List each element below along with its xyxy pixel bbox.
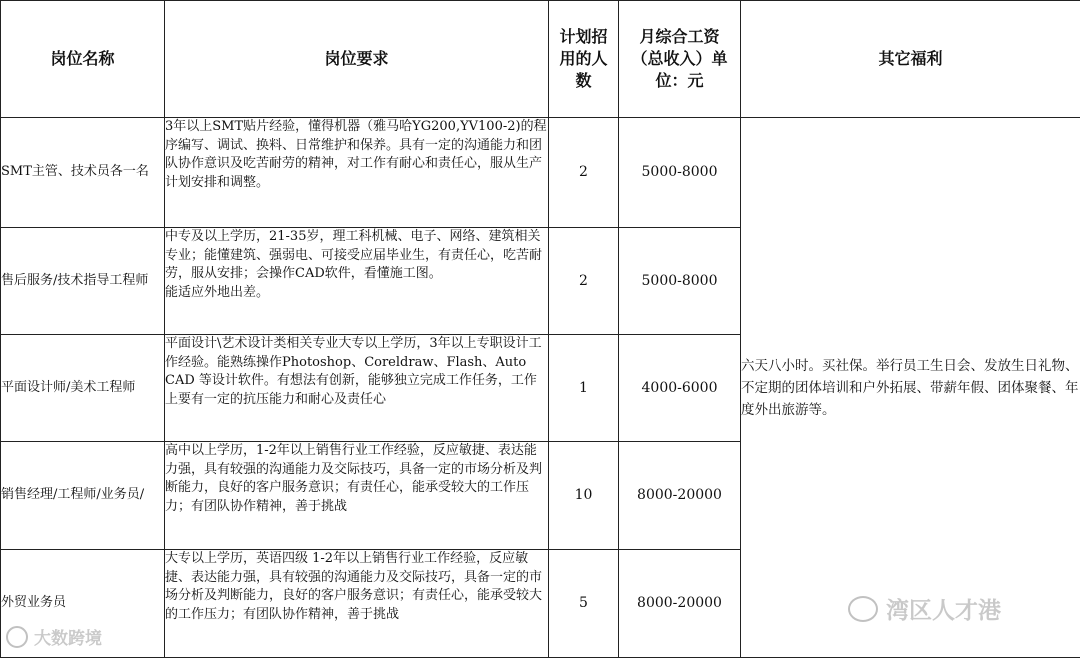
salary: 4000-6000: [619, 335, 741, 442]
position-requirements: 平面设计\艺术设计类相关专业大专以上学历，3年以上专职设计工作经验。能熟练操作Photoshop、Coreldraw、Flash、Auto CAD 等设计软件。有想法有创新，能够独立完成工作任务，工作上要有一定的抗压能力和耐心及责任心: [165, 335, 549, 442]
position-requirements: 高中以上学历，1-2年以上销售行业工作经验，反应敏捷、表达能力强，具有较强的沟通能力及交际技巧，具备一定的市场分析及判断能力，良好的客户服务意识；有责任心，能承受较大的工作压力；有团队协作精神，善于挑战: [165, 442, 549, 550]
salary: 8000-20000: [619, 442, 741, 550]
headcount: 2: [549, 228, 619, 335]
position-requirements: 3年以上SMT贴片经验，懂得机器（雅马哈YG200,YV100-2)的程序编写、调试、换料、日常维护和保养。具有一定的沟通能力和团队协作意识及吃苦耐劳的精神，对工作有耐心和责任心，服从生产计划安排和调整。: [165, 118, 549, 228]
salary: 5000-8000: [619, 228, 741, 335]
headcount: 1: [549, 335, 619, 442]
salary: 5000-8000: [619, 118, 741, 228]
header-position: 岗位名称: [1, 1, 165, 118]
header-row: [1, 1, 1080, 118]
position-title: 外贸业务员: [1, 550, 165, 658]
headcount: 2: [549, 118, 619, 228]
header-benefits: 其它福利: [741, 1, 1080, 118]
watermark-left: 大数跨境: [6, 624, 102, 649]
position-title: 平面设计师/美术工程师: [1, 335, 165, 442]
position-requirements: 中专及以上学历，21-35岁，理工科机械、电子、网络、建筑相关专业；能懂建筑、强弱电、可接受应届毕业生，有责任心，吃苦耐劳，服从安排；会操作CAD软件，看懂施工图。: [165, 229, 543, 281]
position-requirements: 大专以上学历，英语四级 1-2年以上销售行业工作经验，反应敏捷、表达能力强，具有较强的沟通能力及交际技巧，具备一定的市场分析及判断能力，良好的客户服务意识；有责任心，能承受较大的工作压力；有团队协作精神，善于挑战: [165, 550, 549, 658]
table-row: [1, 118, 1080, 228]
benefits-cell: 六天八小时。买社保。举行员工生日会、发放生日礼物、不定期的团体培训和户外拓展、带薪年假、团体聚餐、年度外出旅游等。: [741, 118, 1080, 658]
position-requirements-note: 能适应外地出差。: [165, 284, 270, 300]
position-title: 销售经理/工程师/业务员/: [1, 442, 165, 550]
headcount: 5: [549, 550, 619, 658]
header-salary: 月综合工资（总收入）单位：元: [619, 1, 741, 118]
salary: 8000-20000: [619, 550, 741, 658]
watermark-right: 湾区人才港: [848, 592, 1001, 625]
header-count: 计划招用的人数: [549, 1, 619, 118]
headcount: 10: [549, 442, 619, 550]
position-title: 售后服务/技术指导工程师: [1, 228, 165, 335]
position-requirements-cell: [165, 228, 549, 335]
header-requirements: 岗位要求: [165, 1, 549, 118]
position-title: SMT主管、技术员各一名: [1, 118, 165, 228]
